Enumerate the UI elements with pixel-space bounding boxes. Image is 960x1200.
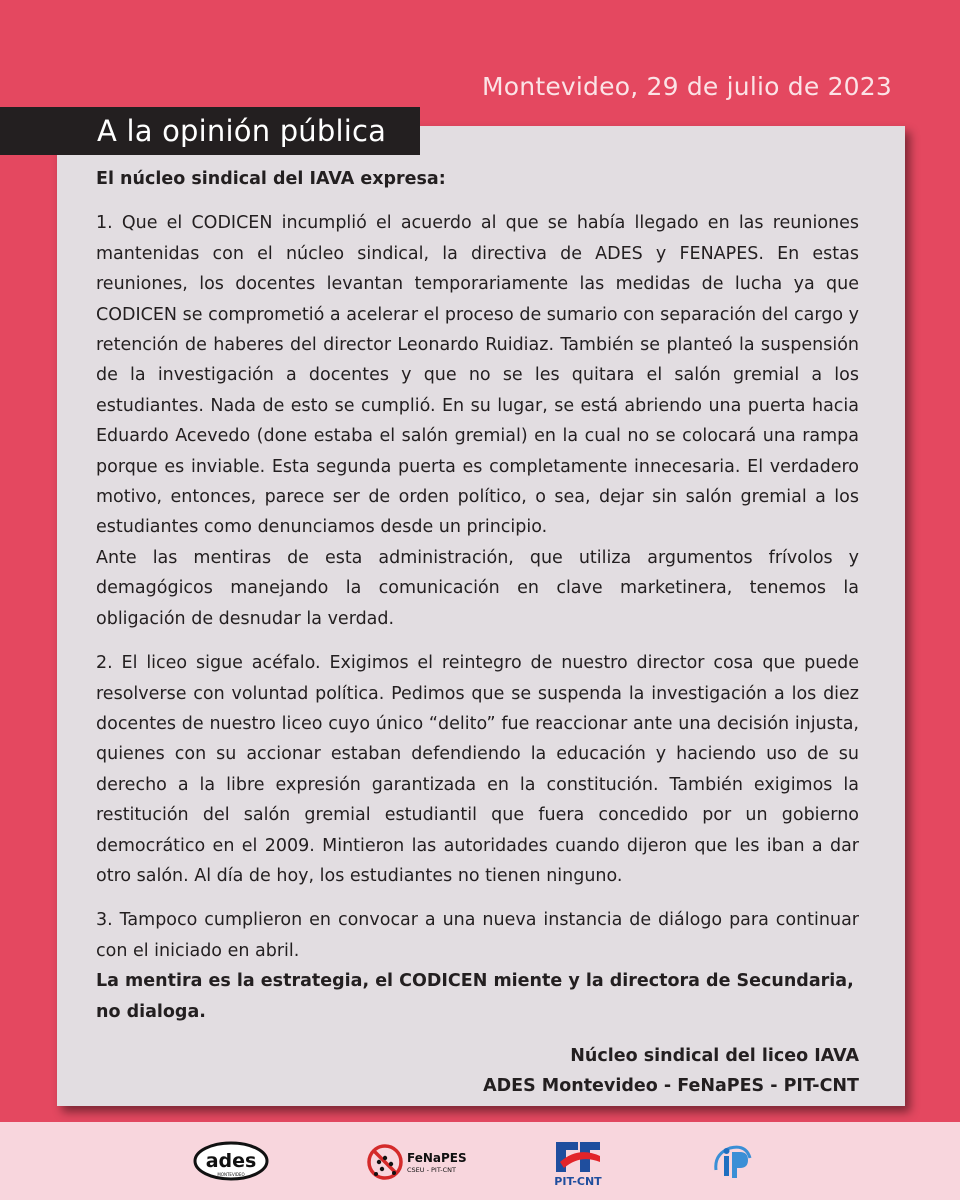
document-body [96, 164, 859, 1102]
point-1-paragraph: 1. Que el CODICEN incumplió el acuerdo al que se había llegado en las reuniones mantenidas con el núcleo sindical, la directiva de ADES y FENAPES. En estas reuniones, los docentes levantan temporariamente las medidas de lucha ya que CODICEN se comprometió a acelerar el proceso de sumario con separación del cargo y retención de haberes del director Leonardo Ruidiaz. También se planteó la suspensión de la investigación a docentes y que no se les quitara el salón gremial a los estudiantes. Nada de esto se cumplió. En su lugar, se está abriendo una puerta hacia Eduardo Acevedo (done estaba el salón gremial) en la cual no se colocará una rampa porque es inviable. Esta segunda puerta es completamente innecesaria. El verdadero motivo, entonces, parece ser de orden político, o sea, dejar sin salón gremial a los estudiantes como denunciamos desde un principio. [96, 213, 859, 538]
closing-statement: La mentira es la estrategia, el CODICEN miente y la directora de Secundaria, no dialoga. [96, 971, 854, 1022]
ades-logo-text: ades [205, 1150, 257, 1172]
signature-line-1: Núcleo sindical del liceo IAVA [570, 1045, 859, 1066]
date-line: Montevideo, 29 de julio de 2023 [482, 72, 892, 101]
footer-logos-bar [0, 1122, 960, 1200]
page-title: A la opinión pública [97, 114, 387, 148]
pitcnt-logo-text: PIT-CNT [554, 1175, 602, 1188]
ades-logo [192, 1140, 270, 1182]
fenapes-logo [360, 1140, 480, 1184]
point-2-paragraph: 2. El liceo sigue acéfalo. Exigimos el reintegro de nuestro director cosa que puede resolverse con voluntad política. Pedimos que se suspenda la investigación a los diez docentes de nuestro liceo cuyo único “delito” fue reaccionar ante una decisión injusta, quienes con su accionar estaban defendiendo la educación y haciendo uso de su derecho a la libre expresión garantizada en la constitución. También exigimos la restitución del salón gremial estudiantil que fuera concedido por un gobierno democrático en el 2009. Mintieron las autoridades cuando dijeron que les iban a dar otro salón. Al día de hoy, los estudiantes no tienen ninguno. [96, 653, 859, 886]
fenapes-logo-text: FeNaPES [407, 1151, 467, 1165]
ip-logo [710, 1140, 754, 1184]
fenapes-logo-subtext: CSEU - PIT-CNT [407, 1166, 456, 1174]
point-3-paragraph: 3. Tampoco cumplieron en convocar a una nueva instancia de diálogo para continuar con el iniciado en abril. [96, 910, 859, 961]
signature-line-2: ADES Montevideo - FeNaPES - PIT-CNT [483, 1076, 859, 1097]
point-1-continuation: Ante las mentiras de esta administración, que utiliza argumentos frívolos y demagógicos manejando la comunicación en clave marketinera, tenemos la obligación de desnudar la verdad. [96, 547, 859, 629]
intro-text: El núcleo sindical del IAVA expresa: [96, 169, 446, 189]
pitcnt-logo [548, 1136, 608, 1188]
ades-logo-subtext: MONTEVIDEO [217, 1172, 245, 1177]
